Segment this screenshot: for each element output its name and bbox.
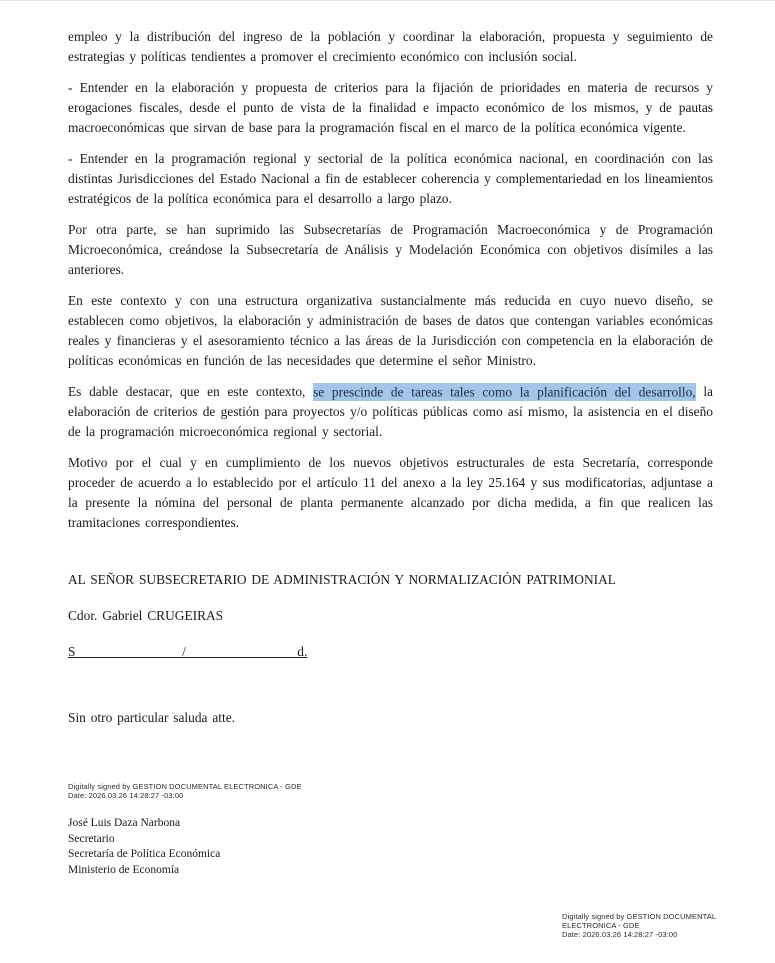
salutation-sd-line	[68, 642, 713, 662]
paragraph-criterios-fiscales: - Entender en la elaboración y propuesta de criterios para la fijación de prioridades en materia de recursos y erogaciones fiscales, desde el punto de vista de la finalidad e impacto económico de los mismos, y de pautas macroeconómicas que sirvan de base para la programación fiscal en el marco de la política económica vigente.	[68, 80, 713, 135]
highlight-after-text: la elaboración de criterios de gestión para proyectos y/o políticas públicas como así mismo, la asistencia en el diseño de la programación microeconómica regional y sectorial.	[68, 384, 713, 439]
paragraph-estructura-organizativa: En este contexto y con una estructura organizativa sustancialmente más reducida en cuyo nuevo diseño, se establecen como objetivos, la elaboración y administración de bases de datos que contengan variables económicas reales y financieras y el asesoramiento técnico a las áreas de la Jurisdicción con competencia en la elaboración de políticas económicas en función de las necesidades que determine el señor Ministro.	[68, 293, 713, 368]
highlight-before-text: Es dable destacar, que en este contexto,	[68, 384, 314, 399]
digital-signature-stamp-right-line3: Date: 2026.03.26 14:28:27 -03:00	[562, 930, 678, 939]
digital-signature-stamp-left-line2: Date: 2026.03.26 14:28:27 -03:00	[68, 791, 184, 800]
signer-ministry: Ministerio de Economía	[68, 863, 180, 876]
farewell-line: Sin otro particular saluda atte.	[68, 710, 236, 725]
digital-signature-stamp-right	[562, 912, 732, 939]
paragraph-employment-income: empleo y la distribución del ingreso de la población y coordinar la elaboración, propuesta y seguimiento de estrategias y políticas tendientes a promover el crecimiento económico con inclusión social.	[68, 29, 713, 64]
digital-signature-stamp-right-line1: Digitally signed by GESTION DOCUMENTAL	[562, 912, 717, 921]
digital-signature-stamp-left-line1: Digitally signed by GESTION DOCUMENTAL ELECTRONICA - GDE	[68, 782, 302, 791]
paragraph-programacion-regional: - Entender en la programación regional y sectorial de la política económica nacional, en coordinación con las distintas Jurisdicciones del Estado Nacional a fin de establecer coherencia y complementariedad en los lineamientos estratégicos de la política económica para el desarrollo a largo plazo.	[68, 151, 713, 206]
highlighted-text[interactable]: se prescinde de tareas tales como la planificación del desarrollo,	[313, 384, 696, 399]
salutation-underline: S / d.	[68, 644, 308, 659]
signer-identity-block	[68, 816, 713, 878]
digital-signature-stamp-left	[68, 782, 713, 800]
signer-name: José Luis Daza Narbona	[68, 817, 181, 829]
paragraph-closing-motivo: Motivo por el cual y en cumplimiento de los nuevos objetivos estructurales de esta Secretaría, corresponde proceder de acuerdo a lo establecido por el artículo 11 del anexo a la ley 25.164 y sus modificatorias, adjuntase a la presente la nómina del personal de planta permanente alcanzado por dicha medida, a fin que realicen las tramitaciones correspondientes.	[68, 455, 713, 530]
document-content	[68, 27, 713, 878]
paragraph-with-highlight	[68, 382, 713, 442]
signer-organization: Secretaría de Política Económica	[68, 848, 221, 860]
signer-title: Secretario	[68, 832, 115, 845]
digital-signature-stamp-right-line2: ELECTRONICA - GDE	[562, 921, 640, 930]
paragraph-subsecretarias-suprimidas: Por otra parte, se han suprimido las Subsecretarías de Programación Macroeconómica y de Programación Microeconómica, creándose la Subsecretaría de Análisis y Modelación Económica con objetivos disímiles a las anteriores.	[68, 222, 713, 277]
addressee-name-line: Cdor. Gabriel CRUGEIRAS	[68, 608, 224, 623]
addressee-line: AL SEÑOR SUBSECRETARIO DE ADMINISTRACIÓN Y NORMALIZACIÓN PATRIMONIAL	[68, 572, 616, 587]
